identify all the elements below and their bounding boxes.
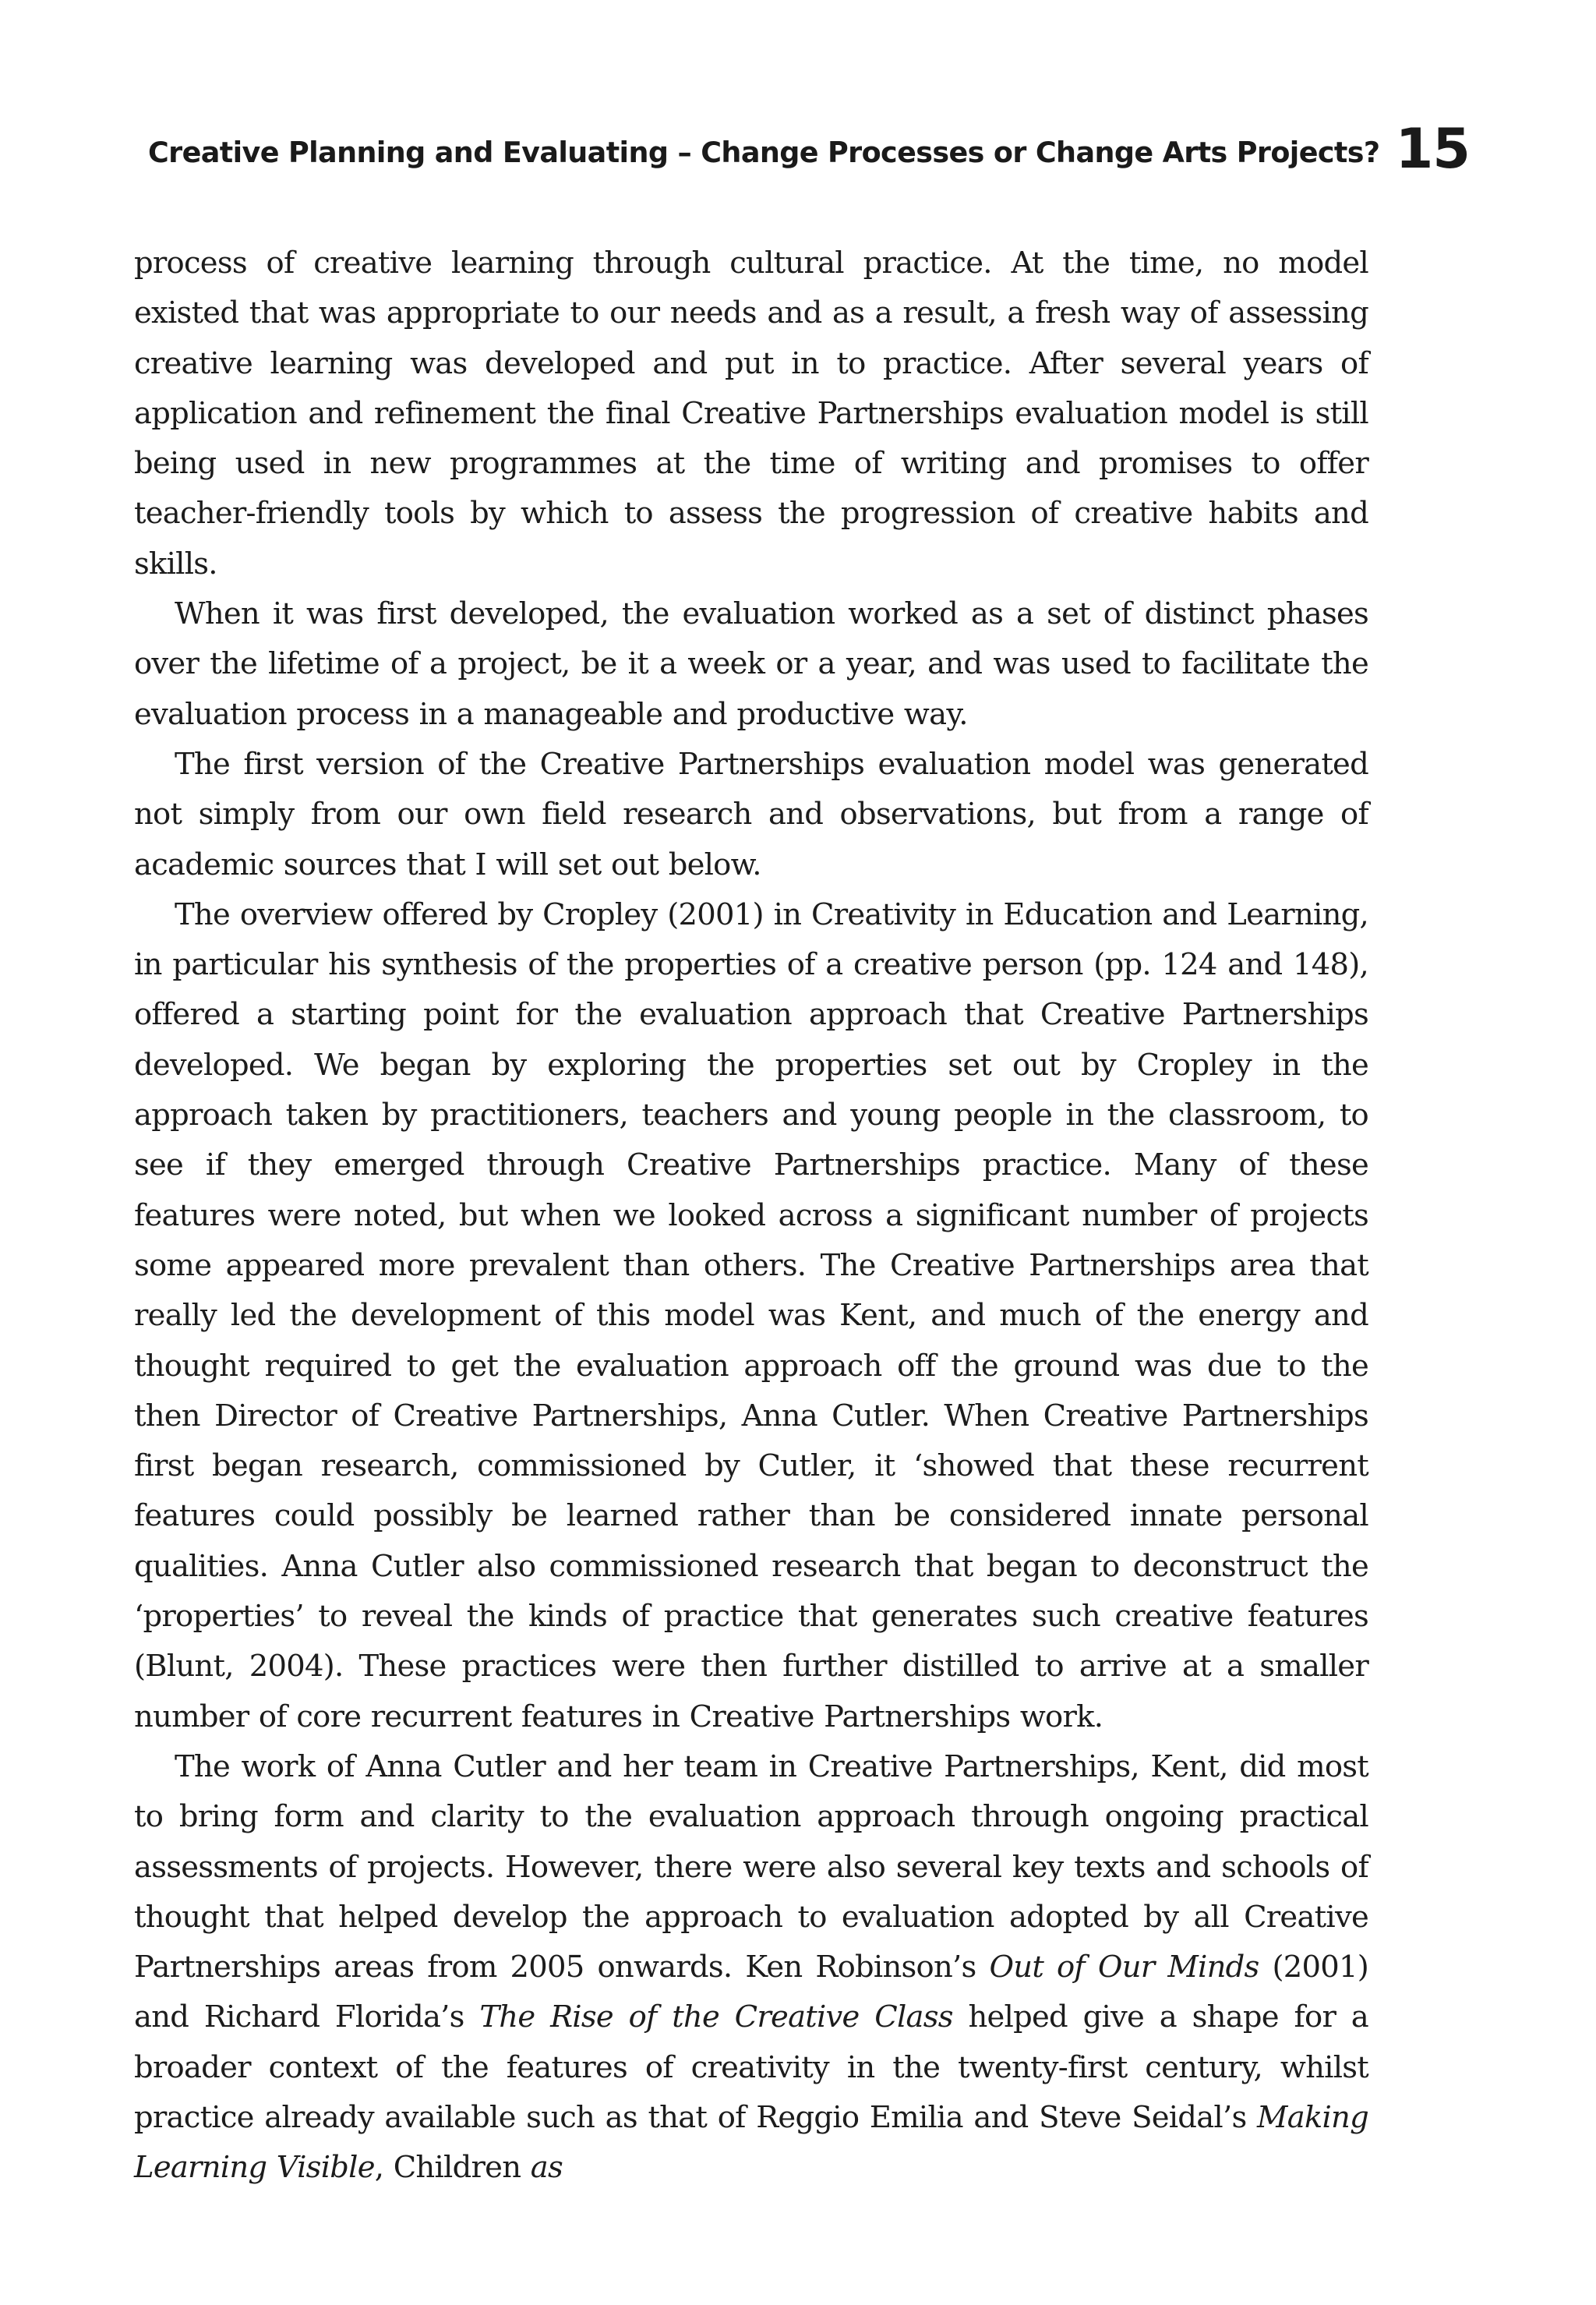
paragraph-1: process of creative learning through cultural practice. At the time, no model existed that was appropriate to our needs and as a result, a fresh way of assessing creative learning was developed and put in to practice. After several years of application and refinement the final Creative Partnerships evaluation model is still being used in new programmes at the time of writing and promises to offer teacher-friendly tools by which to assess the progression of creative habits and skills. bbox=[134, 246, 1368, 582]
paragraph-4: The overview offered by Cropley (2001) in Creativity in Education and Learning, in particular his synthesis of the properties of a creative person (pp. 124 and 148), offered a starting point for the evaluation approach that Creative Partnerships developed. We began by exploring the properties set out by Cropley in the approach taken by practitioners, teachers and young people in the classroom, to see if they emerged through Creative Partnerships practice. Many of these features were noted, but when we looked across a significant number of projects some appeared more prevalent than others. The Creative Partnerships area that really led the development of this model was Kent, and much of the energy and thought required to get the evaluation approach off the ground was due to the then Director of Creative Partnerships, Anna Cutler. When Creative Partnerships first began research, commissioned by Cutler, it ‘showed that these recurrent features could possibly be learned rather than be considered innate personal qualities. Anna Cutler also commissioned research that began to deconstruct the ‘properties’ to reveal the kinds of practice that generates such creative features (Blunt, 2004). These practices were then further distilled to arrive at a smaller number of core recurrent features in Creative Partnerships work. bbox=[134, 896, 1368, 1734]
book-title-rise-of-creative-class: The Rise of the Creative Class bbox=[479, 1999, 953, 2035]
book-title-making-learning-visible: Making Learning Visible bbox=[134, 2099, 1368, 2186]
book-title-out-of-our-minds: Out of Our Minds bbox=[989, 1950, 1259, 1985]
running-header bbox=[134, 117, 1470, 179]
paragraph-3: The first version of the Creative Partnerships evaluation model was generated not simply from our own field research and observations, but from a range of academic sources that I will set out below. bbox=[134, 746, 1368, 882]
paragraph-5-text-2: (2001) and Richard Florida’s bbox=[134, 1950, 1369, 2035]
paragraph-5-text-1: The work of Anna Cutler and her team in Creative Partnerships, Kent, did most to bring form and clarity to the evaluation approach through ongoing practical assessments of projects. However, there were also several key texts and schools of thought that helped develop the approach to evaluation adopted by all Creative Partnerships areas from 2005 onwards. Ken Robinson’s bbox=[134, 1748, 1368, 1985]
page-number: 15 bbox=[1395, 117, 1470, 181]
paragraph-5 bbox=[134, 1742, 1368, 2194]
running-title: Creative Planning and Evaluating – Change Processes or Change Arts Projects? bbox=[148, 136, 1380, 169]
body-text bbox=[134, 239, 1368, 2194]
paragraph-5-text-3: helped give a shape for a broader context of the features of creativity in the twenty-first century, whilst practice already available such as that of Reggio Emilia and Steve Seidal’s bbox=[134, 1999, 1368, 2135]
paragraph-5-text-4: , Children bbox=[374, 2150, 531, 2186]
italic-word-as: as bbox=[530, 2150, 563, 2186]
paragraph-2: When it was first developed, the evaluation worked as a set of distinct phases over the lifetime of a project, be it a week or a year, and was used to facilitate the evaluation process in a manageable and productive way. bbox=[134, 596, 1368, 732]
